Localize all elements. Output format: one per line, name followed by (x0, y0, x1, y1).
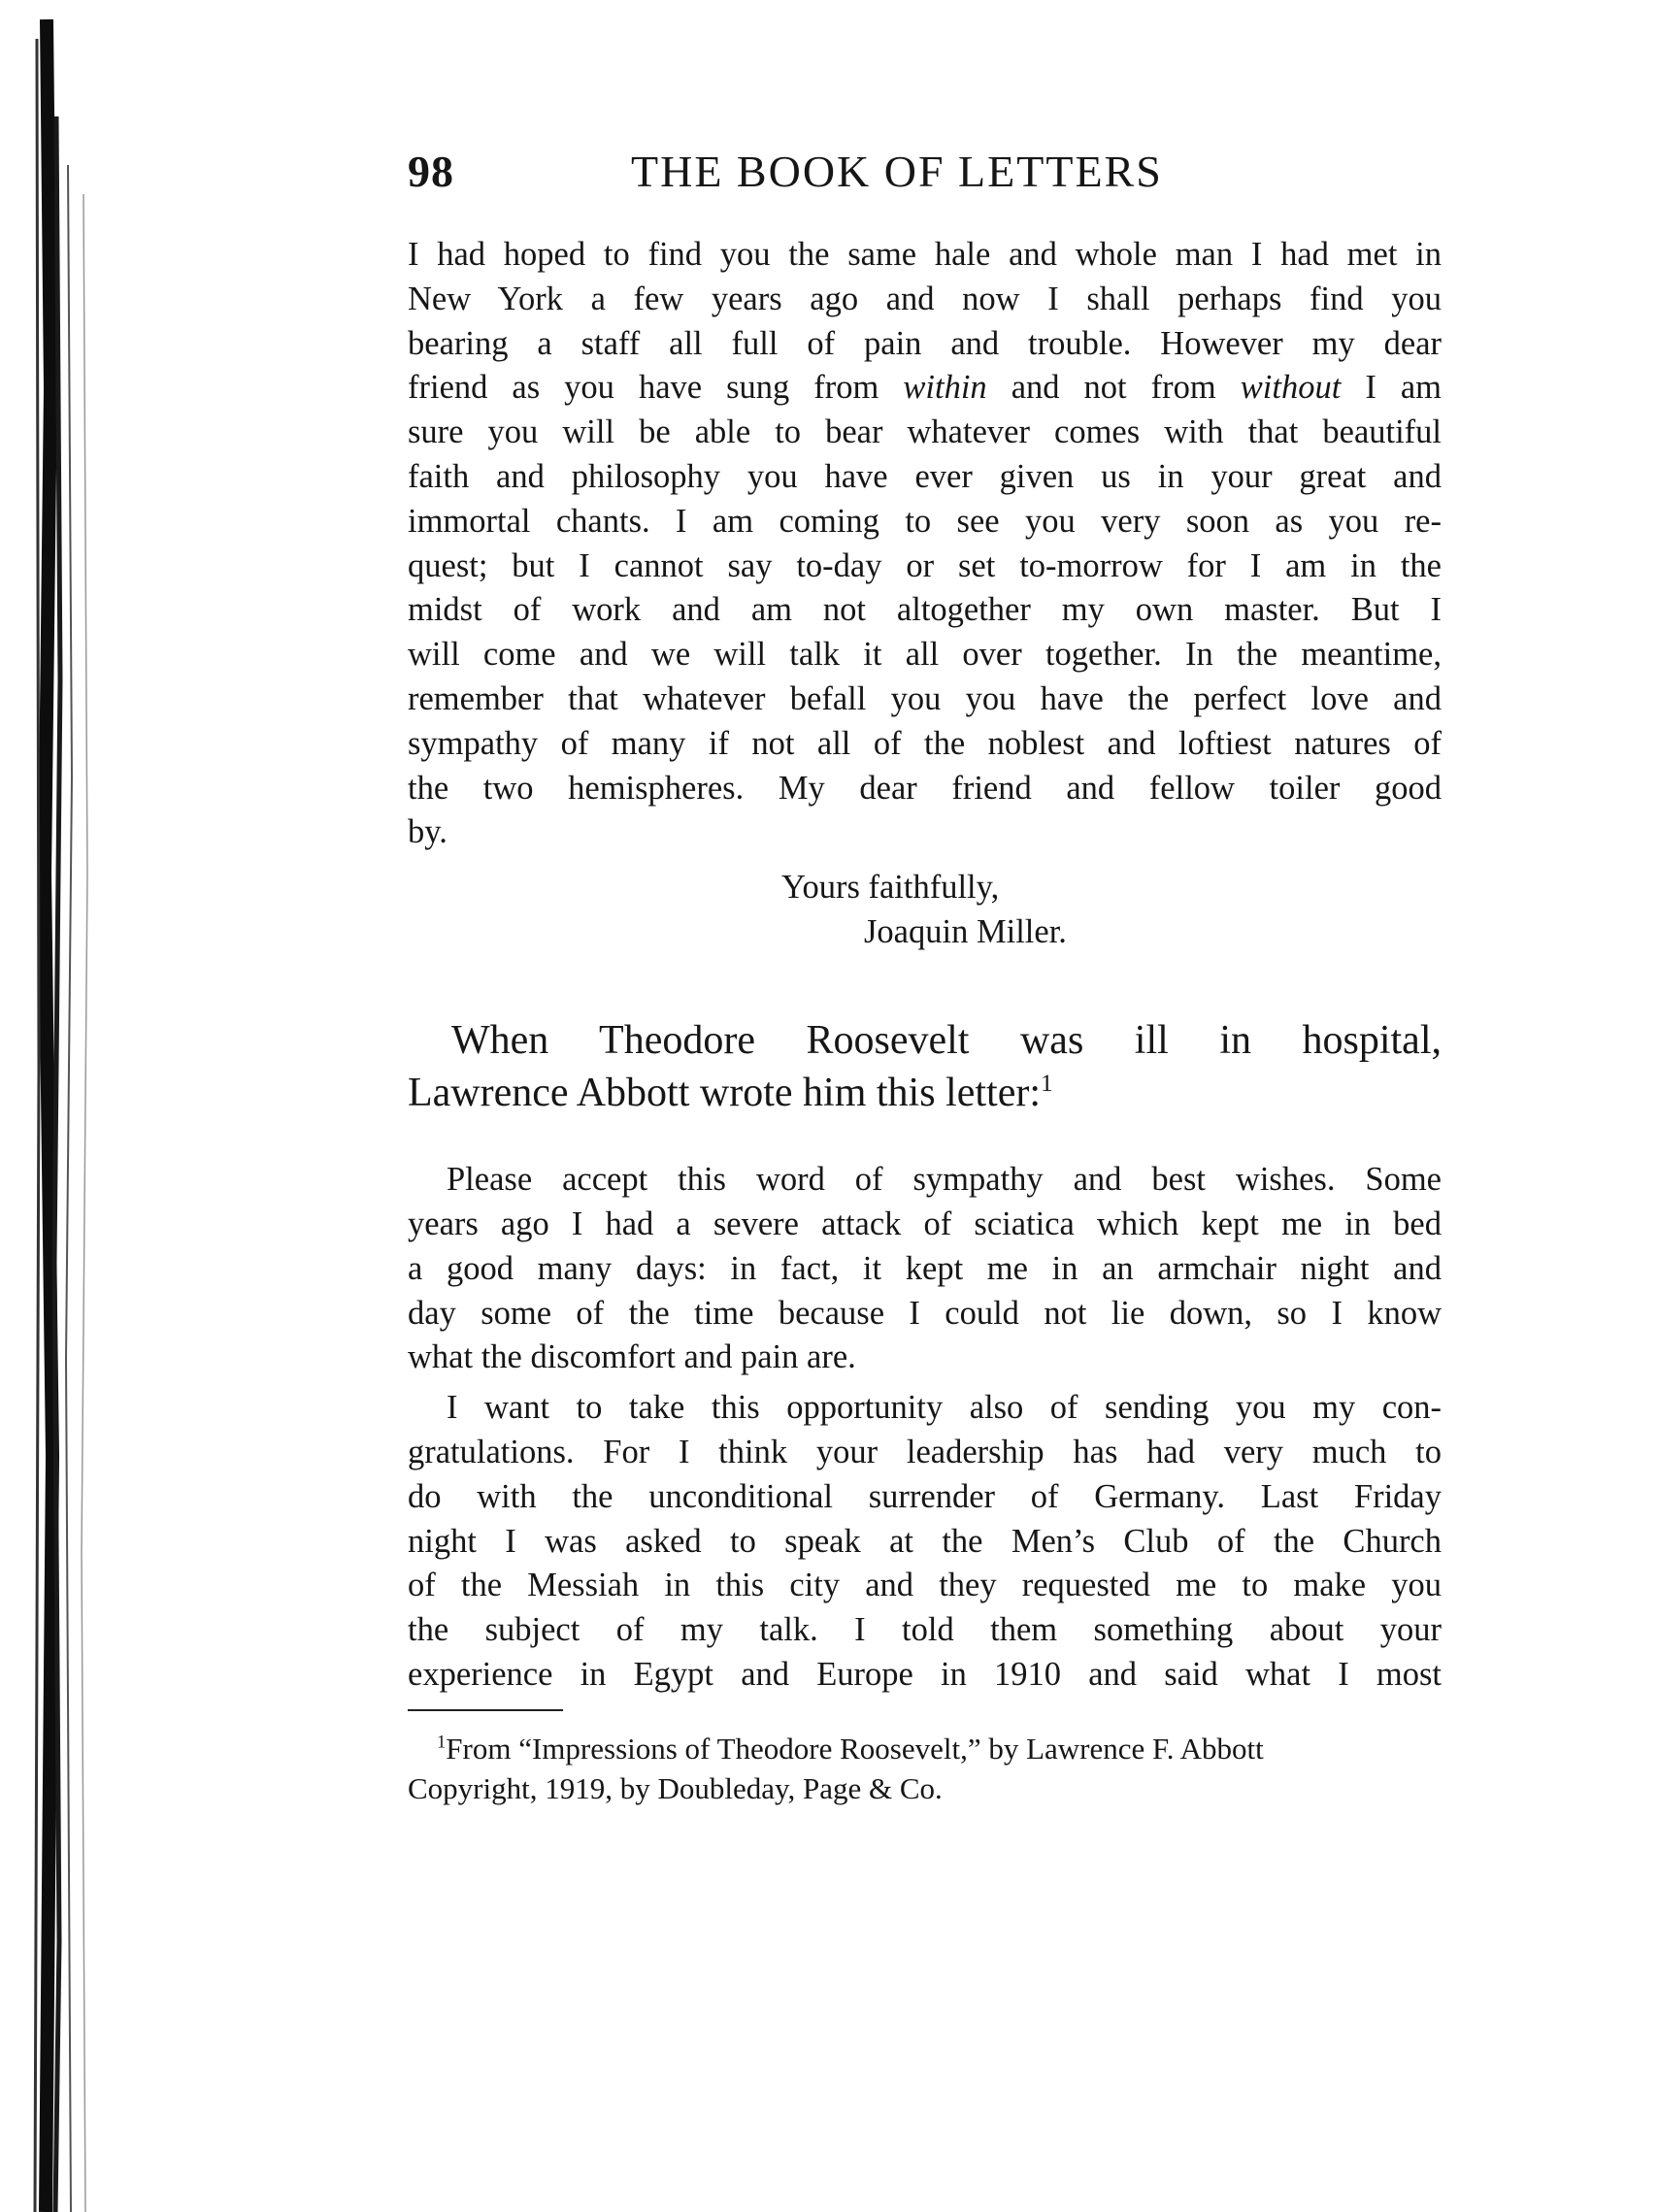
text-line: years ago I had a severe attack of sciatica which kept me in bed (408, 1205, 1442, 1242)
text-line: Please accept this word of sympathy and best wishes. Some (447, 1161, 1442, 1199)
italic-word-without: without (1240, 369, 1342, 407)
section-intro (408, 1014, 1442, 1119)
footnote-rule (408, 1709, 563, 1711)
text-line: a good many days: in fact, it kept me in an armchair night and (408, 1249, 1442, 1287)
text-fragment: I am (1341, 369, 1442, 407)
book-page (408, 146, 1442, 1808)
text-line: the two hemispheres. My dear friend and fellow toiler good (408, 769, 1442, 807)
text-line: bearing a staff all full of pain and trouble. However my dear (408, 324, 1442, 362)
text-line: the subject of my talk. I told them something about your (408, 1611, 1442, 1649)
text-fragment: and not from (986, 369, 1241, 407)
signature-name: Joaquin Miller. (864, 913, 1067, 951)
closing-salutation: Yours faithfully, (781, 869, 1000, 907)
text-line: sure you will be able to bear whatever comes with that beautiful (408, 413, 1442, 451)
text-line: will come and we will talk it all over together. In the meantime, (408, 636, 1442, 674)
book-binding-edge (0, 0, 92, 2212)
running-title: THE BOOK OF LETTERS (631, 147, 1163, 196)
text-line: remember that whatever befall you you have the perfect love and (408, 679, 1442, 717)
text-line: I want to take this opportunity also of sending you my con- (447, 1389, 1442, 1427)
text-line: of the Messiah in this city and they requested me to make you (408, 1567, 1442, 1604)
text-line: by. (408, 813, 448, 851)
letter-abbott-body (408, 1158, 1442, 1698)
italic-word-within: within (903, 369, 987, 407)
text-line: faith and philosophy you have ever given us in your great and (408, 457, 1442, 495)
intro-text: Lawrence Abbott wrote him this letter: (408, 1071, 1041, 1116)
running-header (408, 146, 1442, 233)
text-line: what the discomfort and pain are. (408, 1338, 856, 1376)
footnote-line (408, 1729, 1442, 1768)
intro-line: When Theodore Roosevelt was ill in hospital, (451, 1018, 1442, 1064)
text-line: gratulations. For I think your leadership has had very much to (408, 1433, 1442, 1470)
text-line: experience in Egypt and Europe in 1910 and said what I most (408, 1655, 1442, 1693)
footnote-line: Copyright, 1919, by Doubleday, Page & Co. (408, 1770, 943, 1805)
text-line: quest; but I cannot say to-day or set to-morrow for I am in the (408, 546, 1442, 584)
text-line: New York a few years ago and now I shall perhaps find you (408, 280, 1442, 317)
footnote-reference: 1 (1040, 1071, 1053, 1098)
letter-signoff (408, 865, 1442, 954)
page-number: 98 (408, 147, 454, 196)
text-line: I had hoped to find you the same hale and whole man I had met in (408, 236, 1442, 273)
text-line: day some of the time because I could not lie down, so I know (408, 1294, 1442, 1332)
text-fragment: friend as you have sung from (408, 369, 904, 407)
letter-miller-body (408, 233, 1442, 855)
text-line: do with the unconditional surrender of Germany. Last Friday (408, 1477, 1442, 1515)
footnote (408, 1729, 1442, 1808)
footnote-marker: 1 (437, 1732, 447, 1753)
text-line: midst of work and am not altogether my own master. But I (408, 591, 1442, 629)
text-line: immortal chants. I am coming to see you very soon as you re- (408, 502, 1442, 540)
text-line-with-italics (408, 366, 1442, 411)
text-line: sympathy of many if not all of the noblest and loftiest natures of (408, 724, 1442, 762)
footnote-text: From “Impressions of Theodore Roosevelt,” by Lawrence F. Abbott (446, 1731, 1264, 1766)
intro-line (408, 1067, 1442, 1119)
text-line: night I was asked to speak at the Men’s Club of the Church (408, 1522, 1442, 1560)
